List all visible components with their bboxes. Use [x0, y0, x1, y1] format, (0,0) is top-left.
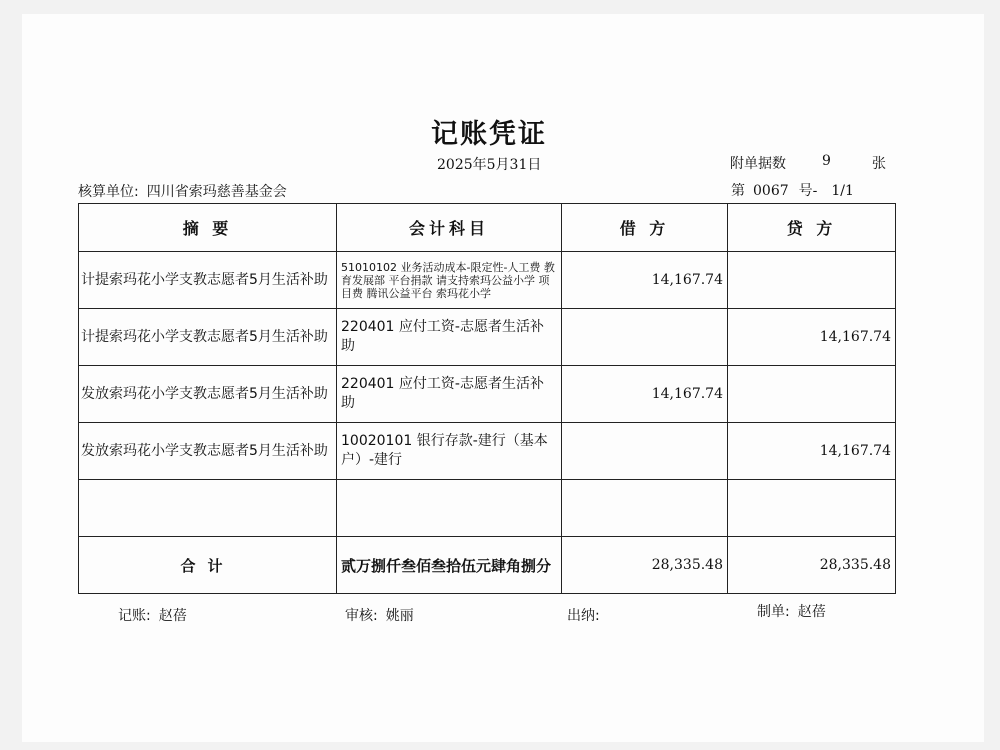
reviewer-signature	[345, 605, 414, 625]
attachment-unit: 张	[872, 156, 886, 172]
row-summary: 发放索玛花小学支教志愿者5月生活补助	[79, 423, 337, 480]
table-row-empty	[79, 480, 896, 537]
reviewer-label: 审核:	[345, 608, 378, 624]
voucher-title: 记账凭证	[431, 119, 547, 150]
reviewer-name: 姚丽	[385, 608, 414, 624]
voucher-number	[731, 180, 854, 200]
row-account: 10020101 银行存款-建行（基本户）-建行	[337, 423, 562, 480]
voucher-number-prefix: 第	[731, 183, 745, 199]
row-account: 51010102 业务活动成本-限定性-人工费 教育发展部 平台捐款 请支持索玛公益小学 项目费 腾讯公益平台 索玛花小学	[337, 252, 562, 309]
row-debit	[562, 480, 728, 537]
table-header-row	[79, 204, 896, 252]
row-credit	[728, 366, 896, 423]
preparer-signature	[757, 601, 826, 621]
cashier-signature	[567, 605, 608, 625]
total-debit: 28,335.48	[562, 537, 728, 594]
row-debit	[562, 309, 728, 366]
row-summary: 发放索玛花小学支教志愿者5月生活补助	[79, 366, 337, 423]
total-label-cell	[79, 537, 337, 594]
accounting-unit	[78, 181, 287, 201]
bookkeeper-name: 赵蓓	[158, 608, 187, 624]
total-credit: 28,335.48	[728, 537, 896, 594]
preparer-name: 赵蓓	[797, 604, 826, 620]
row-account: 220401 应付工资-志愿者生活补助	[337, 309, 562, 366]
row-account	[337, 480, 562, 537]
header-summary: 摘 要	[79, 204, 337, 252]
total-label: 合计	[180, 556, 235, 575]
row-credit: 14,167.74	[728, 423, 896, 480]
header-credit: 贷 方	[728, 204, 896, 252]
attachment-count: 9	[822, 153, 831, 169]
total-amount-words: 贰万捌仟叁佰叁拾伍元肆角捌分	[337, 537, 562, 594]
bookkeeper-signature	[118, 605, 187, 625]
voucher-page: 1/1	[831, 183, 854, 199]
voucher-number-suffix: 号-	[798, 183, 818, 199]
preparer-label: 制单:	[757, 604, 790, 620]
accounting-unit-label: 核算单位:	[78, 184, 139, 200]
table-row	[79, 309, 896, 366]
row-debit: 14,167.74	[562, 252, 728, 309]
table-row	[79, 423, 896, 480]
header-account: 会计科目	[337, 204, 562, 252]
row-summary: 计提索玛花小学支教志愿者5月生活补助	[79, 252, 337, 309]
row-credit	[728, 480, 896, 537]
row-debit: 14,167.74	[562, 366, 728, 423]
attachment-label: 附单据数	[730, 156, 786, 172]
voucher-date: 2025年5月31日	[437, 157, 542, 173]
cashier-label: 出纳:	[567, 608, 600, 624]
accounting-unit-value: 四川省索玛慈善基金会	[146, 184, 287, 200]
row-debit	[562, 423, 728, 480]
voucher-number-value: 0067	[753, 183, 789, 199]
header-debit: 借 方	[562, 204, 728, 252]
total-row	[79, 537, 896, 594]
table-row	[79, 366, 896, 423]
row-summary: 计提索玛花小学支教志愿者5月生活补助	[79, 309, 337, 366]
bookkeeper-label: 记账:	[118, 608, 151, 624]
row-account: 220401 应付工资-志愿者生活补助	[337, 366, 562, 423]
voucher-table	[78, 203, 896, 594]
row-credit: 14,167.74	[728, 309, 896, 366]
table-row	[79, 252, 896, 309]
row-credit	[728, 252, 896, 309]
row-summary	[79, 480, 337, 537]
